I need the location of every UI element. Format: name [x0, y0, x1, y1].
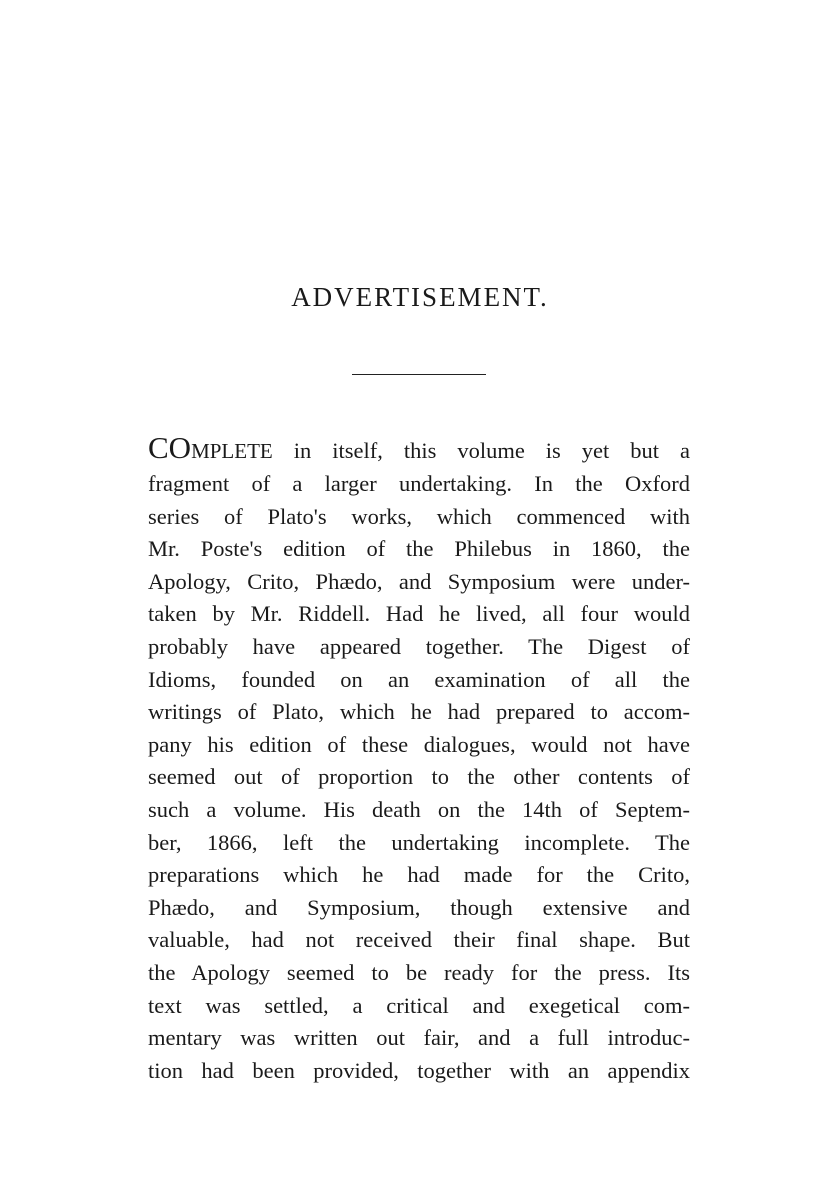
paragraph-line: tion had been provided, together with an appendix	[148, 1057, 690, 1083]
paragraph-line: seemed out of proportion to the other contents of	[148, 764, 690, 790]
paragraph-line: valuable, had not received their final shape. But	[148, 927, 690, 953]
paragraph-line: Mr. Poste's edition of the Philebus in 1860, the	[148, 536, 690, 562]
paragraph-line: ber, 1866, left the undertaking incomplete. The	[148, 829, 690, 855]
drop-cap: CO	[148, 430, 192, 465]
paragraph-line: pany his edition of these dialogues, would not have	[148, 731, 690, 757]
paragraph-line: taken by Mr. Riddell. Had he lived, all four would	[148, 601, 690, 627]
paragraph-line: Idioms, founded on an examination of all the	[148, 666, 690, 692]
paragraph-line	[148, 428, 690, 468]
paragraph-line: the Apology seemed to be ready for the press. Its	[148, 959, 690, 985]
body-paragraph	[148, 428, 690, 1087]
paragraph-line: such a volume. His death on the 14th of Septem-	[148, 796, 690, 822]
paragraph-line-text: in itself, this volume is yet but a	[272, 438, 690, 463]
paragraph-line: writings of Plato, which he had prepared to accom-	[148, 699, 690, 725]
paragraph-line: mentary was written out fair, and a full introduc-	[148, 1025, 690, 1051]
paragraph-line: Phædo, and Symposium, though extensive and	[148, 894, 690, 920]
paragraph-line: series of Plato's works, which commenced with	[148, 503, 690, 529]
small-caps-word: MPLETE	[191, 439, 273, 463]
paragraph-line: fragment of a larger undertaking. In the Oxford	[148, 471, 690, 496]
paragraph-line: text was settled, a critical and exegetical com-	[148, 992, 690, 1018]
page-title: ADVERTISEMENT.	[291, 282, 549, 312]
paragraph-line: Apology, Crito, Phædo, and Symposium were under-	[148, 568, 690, 594]
paragraph-line: probably have appeared together. The Digest of	[148, 633, 690, 659]
title-rule-divider	[352, 374, 486, 375]
paragraph-line: preparations which he had made for the Crito,	[148, 862, 690, 888]
